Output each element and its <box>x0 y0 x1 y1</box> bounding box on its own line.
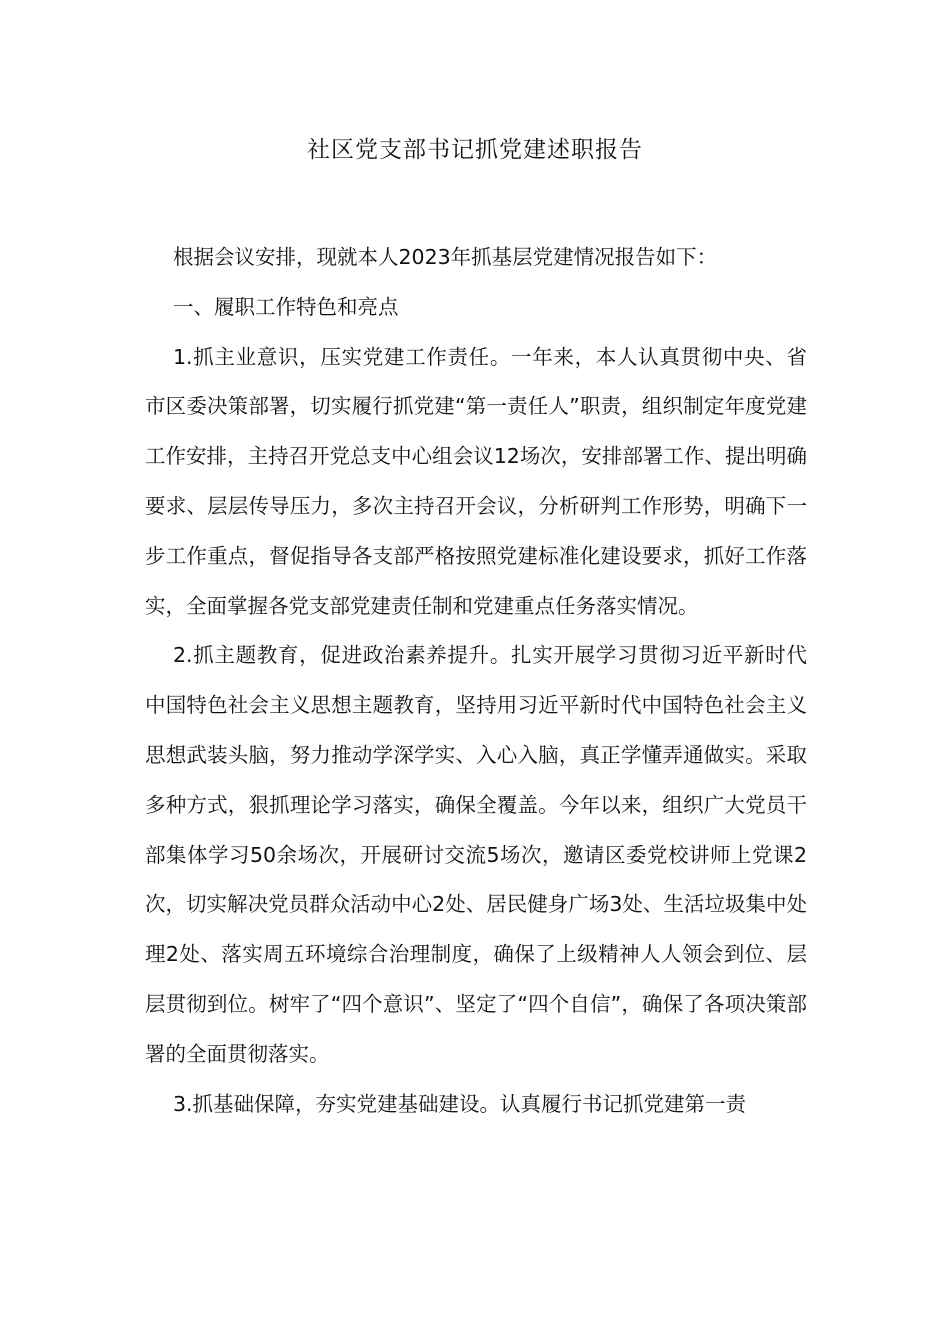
document-body <box>145 233 807 1129</box>
paragraph-2: 2.抓主题教育，促进政治素养提升。扎实开展学习贯彻习近平新时代中国特色社会主义思想主题教育，坚持用习近平新时代中国特色社会主义思想武装头脑，努力推动学深学实、入心入脑，真正学懂弄通做实。采取多种方式，狠抓理论学习落实，确保全覆盖。今年以来，组织广大党员干部集体学习50余场次，开展研讨交流5场次，邀请区委党校讲师上党课2次，切实解决党员群众活动中心2处、居民健身广场3处、生活垃圾集中处理2处、落实周五环境综合治理制度，确保了上级精神人人领会到位、层层贯彻到位。树牢了“四个意识”、坚定了“四个自信”，确保了各项决策部署的全面贯彻落实。 <box>145 643 807 1066</box>
paragraph-3: 3.抓基础保障，夯实党建基础建设。认真履行书记抓党建第一责 <box>173 1091 747 1116</box>
section-heading: 一、履职工作特色和亮点 <box>173 294 399 319</box>
document-title: 社区党支部书记抓党建述职报告 <box>307 137 643 163</box>
paragraph-1: 1.抓主业意识，压实党建工作责任。一年来，本人认真贯彻中央、省市区委决策部署，切实履行抓党建“第一责任人”职责，组织制定年度党建工作安排，主持召开党总支中心组会议12场次，安排部署工作、提出明确要求、层层传导压力，多次主持召开会议，分析研判工作形势，明确下一步工作重点，督促指导各支部严格按照党建标准化建设要求，抓好工作落实，全面掌握各党支部党建责任制和党建重点任务落实情况。 <box>145 344 807 618</box>
intro-paragraph: 根据会议安排，现就本人2023年抓基层党建情况报告如下： <box>173 245 718 269</box>
